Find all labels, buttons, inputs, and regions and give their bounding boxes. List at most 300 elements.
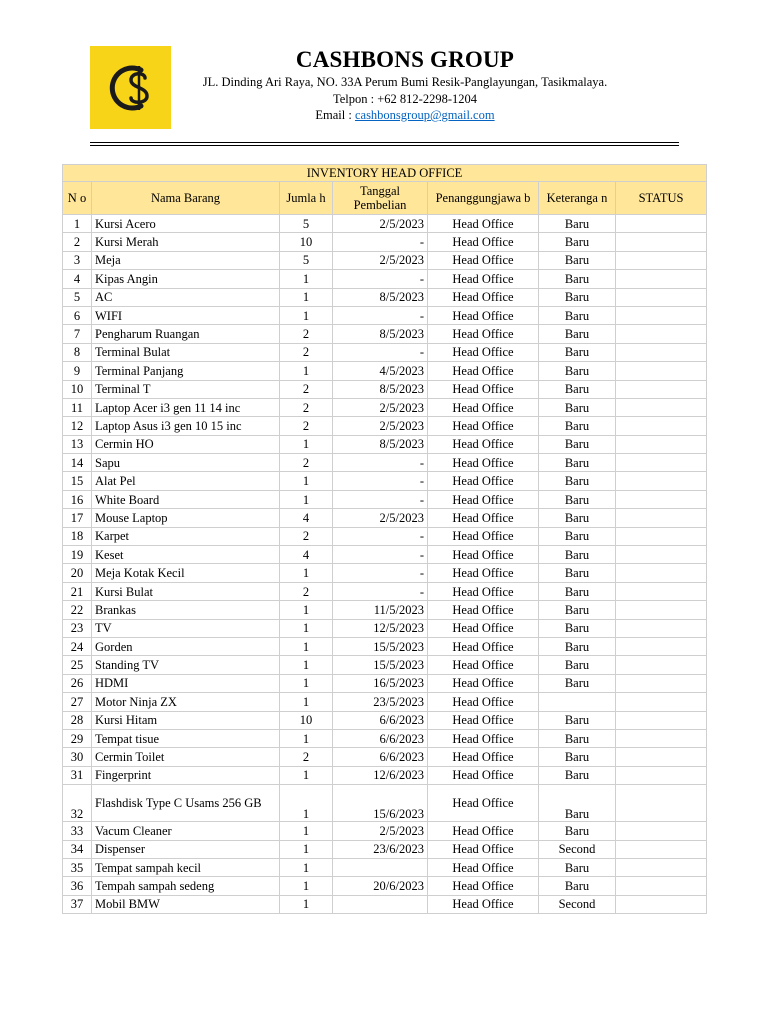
cell-name: Brankas bbox=[92, 601, 280, 619]
cell-date bbox=[333, 895, 428, 913]
cell-pj: Head Office bbox=[428, 822, 539, 840]
table-row bbox=[63, 251, 707, 269]
cell-status bbox=[616, 472, 707, 490]
cell-no: 16 bbox=[63, 490, 92, 508]
cell-ket: Baru bbox=[539, 288, 616, 306]
cell-status bbox=[616, 601, 707, 619]
cell-pj: Head Office bbox=[428, 766, 539, 784]
table-row bbox=[63, 306, 707, 324]
cell-no: 5 bbox=[63, 288, 92, 306]
cell-date: - bbox=[333, 490, 428, 508]
cell-ket: Baru bbox=[539, 398, 616, 416]
company-email-line bbox=[180, 107, 630, 124]
cell-ket: Baru bbox=[539, 711, 616, 729]
cell-ket: Baru bbox=[539, 343, 616, 361]
cell-qty: 1 bbox=[280, 877, 333, 895]
cell-pj: Head Office bbox=[428, 454, 539, 472]
cell-name: Karpet bbox=[92, 527, 280, 545]
cell-date: - bbox=[333, 527, 428, 545]
cell-qty: 1 bbox=[280, 785, 333, 822]
cell-no: 28 bbox=[63, 711, 92, 729]
cell-qty: 1 bbox=[280, 637, 333, 655]
cell-ket: Baru bbox=[539, 380, 616, 398]
cell-date: 15/6/2023 bbox=[333, 785, 428, 822]
cell-pj: Head Office bbox=[428, 435, 539, 453]
cell-status bbox=[616, 251, 707, 269]
table-row bbox=[63, 417, 707, 435]
cell-no: 15 bbox=[63, 472, 92, 490]
cell-status bbox=[616, 233, 707, 251]
cell-ket: Baru bbox=[539, 472, 616, 490]
cell-status bbox=[616, 877, 707, 895]
cell-qty: 5 bbox=[280, 251, 333, 269]
cell-status bbox=[616, 748, 707, 766]
column-header-pj: Penanggungjawa b bbox=[428, 182, 539, 215]
cell-name: Laptop Asus i3 gen 10 15 inc bbox=[92, 417, 280, 435]
cell-no: 20 bbox=[63, 564, 92, 582]
cell-pj: Head Office bbox=[428, 306, 539, 324]
cell-status bbox=[616, 766, 707, 784]
cell-status bbox=[616, 343, 707, 361]
cell-name: Terminal Bulat bbox=[92, 343, 280, 361]
cell-name: Kursi Hitam bbox=[92, 711, 280, 729]
cell-date: - bbox=[333, 582, 428, 600]
cell-date: - bbox=[333, 233, 428, 251]
cell-ket: Baru bbox=[539, 527, 616, 545]
cell-ket: Baru bbox=[539, 306, 616, 324]
cell-pj: Head Office bbox=[428, 785, 539, 822]
cell-date: 15/5/2023 bbox=[333, 656, 428, 674]
table-row bbox=[63, 380, 707, 398]
cell-qty: 1 bbox=[280, 729, 333, 747]
cell-no: 2 bbox=[63, 233, 92, 251]
cell-name: Cermin HO bbox=[92, 435, 280, 453]
cell-ket: Baru bbox=[539, 858, 616, 876]
company-info bbox=[180, 46, 630, 124]
cell-no: 11 bbox=[63, 398, 92, 416]
cell-name: Gorden bbox=[92, 637, 280, 655]
cell-status bbox=[616, 656, 707, 674]
cell-ket: Baru bbox=[539, 748, 616, 766]
cell-name: Standing TV bbox=[92, 656, 280, 674]
table-row bbox=[63, 766, 707, 784]
cell-status bbox=[616, 637, 707, 655]
cell-qty: 4 bbox=[280, 509, 333, 527]
company-name: CASHBONS GROUP bbox=[295, 47, 515, 72]
inventory-table bbox=[62, 164, 707, 914]
cell-date: 11/5/2023 bbox=[333, 601, 428, 619]
cell-pj: Head Office bbox=[428, 380, 539, 398]
table-row bbox=[63, 656, 707, 674]
cell-date: - bbox=[333, 270, 428, 288]
table-body bbox=[63, 215, 707, 914]
cell-pj: Head Office bbox=[428, 527, 539, 545]
cell-pj: Head Office bbox=[428, 233, 539, 251]
cell-no: 7 bbox=[63, 325, 92, 343]
cell-status bbox=[616, 490, 707, 508]
cell-qty: 1 bbox=[280, 288, 333, 306]
table-row bbox=[63, 362, 707, 380]
cell-status bbox=[616, 785, 707, 822]
cell-ket: Baru bbox=[539, 619, 616, 637]
cell-ket: Baru bbox=[539, 674, 616, 692]
cell-ket: Baru bbox=[539, 785, 616, 822]
cell-no: 19 bbox=[63, 546, 92, 564]
cell-ket: Baru bbox=[539, 822, 616, 840]
cell-pj: Head Office bbox=[428, 858, 539, 876]
cell-name: AC bbox=[92, 288, 280, 306]
cell-date: 12/6/2023 bbox=[333, 766, 428, 784]
cell-pj: Head Office bbox=[428, 398, 539, 416]
cell-no: 22 bbox=[63, 601, 92, 619]
cell-date: 8/5/2023 bbox=[333, 288, 428, 306]
table-row bbox=[63, 693, 707, 711]
cell-pj: Head Office bbox=[428, 840, 539, 858]
cell-ket: Baru bbox=[539, 546, 616, 564]
cell-name: Meja Kotak Kecil bbox=[92, 564, 280, 582]
cell-pj: Head Office bbox=[428, 251, 539, 269]
cell-ket: Second bbox=[539, 895, 616, 913]
cell-status bbox=[616, 564, 707, 582]
cell-ket: Baru bbox=[539, 564, 616, 582]
table-row bbox=[63, 233, 707, 251]
cell-qty: 1 bbox=[280, 490, 333, 508]
cell-qty: 2 bbox=[280, 398, 333, 416]
cell-no: 34 bbox=[63, 840, 92, 858]
cell-date: - bbox=[333, 546, 428, 564]
cell-date: - bbox=[333, 472, 428, 490]
cell-no: 17 bbox=[63, 509, 92, 527]
cell-status bbox=[616, 417, 707, 435]
table-row bbox=[63, 527, 707, 545]
cell-status bbox=[616, 693, 707, 711]
cs-monogram-icon bbox=[101, 56, 161, 120]
cell-ket bbox=[539, 693, 616, 711]
cell-date: - bbox=[333, 306, 428, 324]
cell-qty: 1 bbox=[280, 306, 333, 324]
table-row bbox=[63, 748, 707, 766]
cell-pj: Head Office bbox=[428, 417, 539, 435]
cell-no: 30 bbox=[63, 748, 92, 766]
cell-date: 12/5/2023 bbox=[333, 619, 428, 637]
cell-date: 2/5/2023 bbox=[333, 417, 428, 435]
cell-date: 2/5/2023 bbox=[333, 251, 428, 269]
cell-name: Vacum Cleaner bbox=[92, 822, 280, 840]
cell-status bbox=[616, 398, 707, 416]
column-header-no: N o bbox=[63, 182, 92, 215]
cell-date: 6/6/2023 bbox=[333, 748, 428, 766]
cell-no: 23 bbox=[63, 619, 92, 637]
cell-status bbox=[616, 270, 707, 288]
cell-status bbox=[616, 840, 707, 858]
cell-no: 4 bbox=[63, 270, 92, 288]
cell-qty: 5 bbox=[280, 215, 333, 233]
cell-ket: Baru bbox=[539, 490, 616, 508]
cell-no: 9 bbox=[63, 362, 92, 380]
cell-pj: Head Office bbox=[428, 619, 539, 637]
cell-status bbox=[616, 619, 707, 637]
cell-no: 31 bbox=[63, 766, 92, 784]
cell-date: - bbox=[333, 343, 428, 361]
column-header-qty: Jumla h bbox=[280, 182, 333, 215]
cell-pj: Head Office bbox=[428, 729, 539, 747]
cell-date: 2/5/2023 bbox=[333, 215, 428, 233]
cell-date: 8/5/2023 bbox=[333, 435, 428, 453]
cell-pj: Head Office bbox=[428, 325, 539, 343]
cell-qty: 1 bbox=[280, 270, 333, 288]
cell-no: 12 bbox=[63, 417, 92, 435]
cell-pj: Head Office bbox=[428, 362, 539, 380]
cell-no: 26 bbox=[63, 674, 92, 692]
cell-date: 23/5/2023 bbox=[333, 693, 428, 711]
cell-date: 23/6/2023 bbox=[333, 840, 428, 858]
cell-status bbox=[616, 674, 707, 692]
cell-name: Kursi Acero bbox=[92, 215, 280, 233]
cell-qty: 10 bbox=[280, 711, 333, 729]
cell-date: 2/5/2023 bbox=[333, 398, 428, 416]
cell-name: Alat Pel bbox=[92, 472, 280, 490]
cell-qty: 1 bbox=[280, 895, 333, 913]
cell-date: 20/6/2023 bbox=[333, 877, 428, 895]
cell-date: - bbox=[333, 564, 428, 582]
cell-status bbox=[616, 435, 707, 453]
cell-date: 2/5/2023 bbox=[333, 509, 428, 527]
cell-ket: Baru bbox=[539, 637, 616, 655]
cell-name: Keset bbox=[92, 546, 280, 564]
cell-ket: Baru bbox=[539, 601, 616, 619]
cell-pj: Head Office bbox=[428, 711, 539, 729]
table-row bbox=[63, 877, 707, 895]
cell-name: Kipas Angin bbox=[92, 270, 280, 288]
cell-qty: 10 bbox=[280, 233, 333, 251]
cell-name: WIFI bbox=[92, 306, 280, 324]
cell-pj: Head Office bbox=[428, 343, 539, 361]
cell-no: 14 bbox=[63, 454, 92, 472]
cell-name: Meja bbox=[92, 251, 280, 269]
cell-no: 32 bbox=[63, 785, 92, 822]
cell-no: 3 bbox=[63, 251, 92, 269]
cell-name: Sapu bbox=[92, 454, 280, 472]
table-row bbox=[63, 674, 707, 692]
cell-qty: 1 bbox=[280, 858, 333, 876]
cell-status bbox=[616, 582, 707, 600]
table-row bbox=[63, 601, 707, 619]
cell-pj: Head Office bbox=[428, 601, 539, 619]
cell-ket: Baru bbox=[539, 582, 616, 600]
cell-no: 8 bbox=[63, 343, 92, 361]
email-link[interactable]: cashbonsgroup@gmail.com bbox=[354, 108, 495, 122]
cell-status bbox=[616, 711, 707, 729]
cell-qty: 2 bbox=[280, 417, 333, 435]
cell-name: Tempat tisue bbox=[92, 729, 280, 747]
table-row bbox=[63, 270, 707, 288]
cell-no: 1 bbox=[63, 215, 92, 233]
cell-ket: Baru bbox=[539, 877, 616, 895]
cell-qty: 2 bbox=[280, 527, 333, 545]
cell-status bbox=[616, 546, 707, 564]
cell-ket: Baru bbox=[539, 362, 616, 380]
cell-pj: Head Office bbox=[428, 490, 539, 508]
company-logo bbox=[90, 46, 171, 129]
cell-ket: Baru bbox=[539, 454, 616, 472]
table-row bbox=[63, 785, 707, 822]
cell-name: Terminal Panjang bbox=[92, 362, 280, 380]
cell-name: Laptop Acer i3 gen 11 14 inc bbox=[92, 398, 280, 416]
header-divider-bottom bbox=[90, 145, 679, 146]
cell-name: Fingerprint bbox=[92, 766, 280, 784]
cell-qty: 1 bbox=[280, 674, 333, 692]
cell-pj: Head Office bbox=[428, 215, 539, 233]
table-row bbox=[63, 637, 707, 655]
cell-status bbox=[616, 215, 707, 233]
cell-pj: Head Office bbox=[428, 656, 539, 674]
cell-status bbox=[616, 288, 707, 306]
table-row bbox=[63, 509, 707, 527]
table-title: INVENTORY HEAD OFFICE bbox=[63, 165, 707, 182]
cell-qty: 2 bbox=[280, 325, 333, 343]
cell-pj: Head Office bbox=[428, 748, 539, 766]
cell-ket: Baru bbox=[539, 435, 616, 453]
cell-date: 4/5/2023 bbox=[333, 362, 428, 380]
cell-qty: 1 bbox=[280, 564, 333, 582]
cell-status bbox=[616, 380, 707, 398]
cell-ket: Second bbox=[539, 840, 616, 858]
table-row bbox=[63, 215, 707, 233]
cell-ket: Baru bbox=[539, 270, 616, 288]
cell-status bbox=[616, 858, 707, 876]
cell-status bbox=[616, 822, 707, 840]
cell-qty: 1 bbox=[280, 822, 333, 840]
cell-status bbox=[616, 362, 707, 380]
cell-date: 6/6/2023 bbox=[333, 711, 428, 729]
cell-qty: 1 bbox=[280, 766, 333, 784]
table-row bbox=[63, 546, 707, 564]
cell-date: 2/5/2023 bbox=[333, 822, 428, 840]
cell-pj: Head Office bbox=[428, 582, 539, 600]
cell-qty: 2 bbox=[280, 380, 333, 398]
cell-qty: 2 bbox=[280, 748, 333, 766]
cell-name: Tempah sampah sedeng bbox=[92, 877, 280, 895]
cell-no: 25 bbox=[63, 656, 92, 674]
cell-qty: 1 bbox=[280, 362, 333, 380]
cell-pj: Head Office bbox=[428, 895, 539, 913]
cell-pj: Head Office bbox=[428, 288, 539, 306]
column-header-status: STATUS bbox=[616, 182, 707, 215]
table-row bbox=[63, 619, 707, 637]
cell-date: 6/6/2023 bbox=[333, 729, 428, 747]
cell-qty: 1 bbox=[280, 656, 333, 674]
cell-pj: Head Office bbox=[428, 693, 539, 711]
table-row bbox=[63, 822, 707, 840]
cell-pj: Head Office bbox=[428, 472, 539, 490]
cell-ket: Baru bbox=[539, 215, 616, 233]
cell-qty: 1 bbox=[280, 472, 333, 490]
cell-no: 27 bbox=[63, 693, 92, 711]
table-row bbox=[63, 858, 707, 876]
column-header-name: Nama Barang bbox=[92, 182, 280, 215]
email-label: Email : bbox=[315, 108, 355, 122]
cell-date bbox=[333, 858, 428, 876]
cell-no: 6 bbox=[63, 306, 92, 324]
cell-date: 8/5/2023 bbox=[333, 325, 428, 343]
cell-qty: 1 bbox=[280, 435, 333, 453]
cell-qty: 1 bbox=[280, 693, 333, 711]
cell-name: Kursi Bulat bbox=[92, 582, 280, 600]
cell-ket: Baru bbox=[539, 509, 616, 527]
cell-pj: Head Office bbox=[428, 270, 539, 288]
table-row bbox=[63, 454, 707, 472]
table-row bbox=[63, 564, 707, 582]
table-row bbox=[63, 895, 707, 913]
cell-no: 29 bbox=[63, 729, 92, 747]
cell-no: 18 bbox=[63, 527, 92, 545]
cell-pj: Head Office bbox=[428, 546, 539, 564]
cell-status bbox=[616, 325, 707, 343]
cell-qty: 4 bbox=[280, 546, 333, 564]
table-row bbox=[63, 582, 707, 600]
cell-status bbox=[616, 454, 707, 472]
cell-qty: 2 bbox=[280, 454, 333, 472]
cell-date: - bbox=[333, 454, 428, 472]
table-row bbox=[63, 490, 707, 508]
cell-no: 37 bbox=[63, 895, 92, 913]
cell-name: Mouse Laptop bbox=[92, 509, 280, 527]
cell-no: 35 bbox=[63, 858, 92, 876]
cell-qty: 1 bbox=[280, 601, 333, 619]
cell-name: Terminal T bbox=[92, 380, 280, 398]
cell-pj: Head Office bbox=[428, 637, 539, 655]
table-row bbox=[63, 729, 707, 747]
cell-ket: Baru bbox=[539, 766, 616, 784]
cell-status bbox=[616, 306, 707, 324]
cell-ket: Baru bbox=[539, 233, 616, 251]
table-row bbox=[63, 325, 707, 343]
table-row bbox=[63, 288, 707, 306]
cell-date: 8/5/2023 bbox=[333, 380, 428, 398]
cell-qty: 2 bbox=[280, 343, 333, 361]
cell-no: 36 bbox=[63, 877, 92, 895]
cell-name: White Board bbox=[92, 490, 280, 508]
cell-ket: Baru bbox=[539, 251, 616, 269]
cell-no: 21 bbox=[63, 582, 92, 600]
cell-status bbox=[616, 895, 707, 913]
cell-name: Motor Ninja ZX bbox=[92, 693, 280, 711]
table-row bbox=[63, 472, 707, 490]
cell-date: 16/5/2023 bbox=[333, 674, 428, 692]
cell-ket: Baru bbox=[539, 325, 616, 343]
cell-pj: Head Office bbox=[428, 877, 539, 895]
cell-name: HDMI bbox=[92, 674, 280, 692]
table-row bbox=[63, 840, 707, 858]
cell-status bbox=[616, 509, 707, 527]
cell-name: Tempat sampah kecil bbox=[92, 858, 280, 876]
cell-date: 15/5/2023 bbox=[333, 637, 428, 655]
cell-qty: 1 bbox=[280, 840, 333, 858]
table-row bbox=[63, 398, 707, 416]
table-row bbox=[63, 343, 707, 361]
header-divider-top bbox=[90, 142, 679, 143]
cell-name: Pengharum Ruangan bbox=[92, 325, 280, 343]
column-header-ket: Keteranga n bbox=[539, 182, 616, 215]
company-phone: Telpon : +62 812-2298-1204 bbox=[332, 91, 477, 106]
cell-no: 13 bbox=[63, 435, 92, 453]
cell-ket: Baru bbox=[539, 729, 616, 747]
cell-status bbox=[616, 729, 707, 747]
table-row bbox=[63, 435, 707, 453]
cell-name: Flashdisk Type C Usams 256 GB bbox=[92, 785, 280, 822]
cell-name: Cermin Toilet bbox=[92, 748, 280, 766]
cell-qty: 2 bbox=[280, 582, 333, 600]
